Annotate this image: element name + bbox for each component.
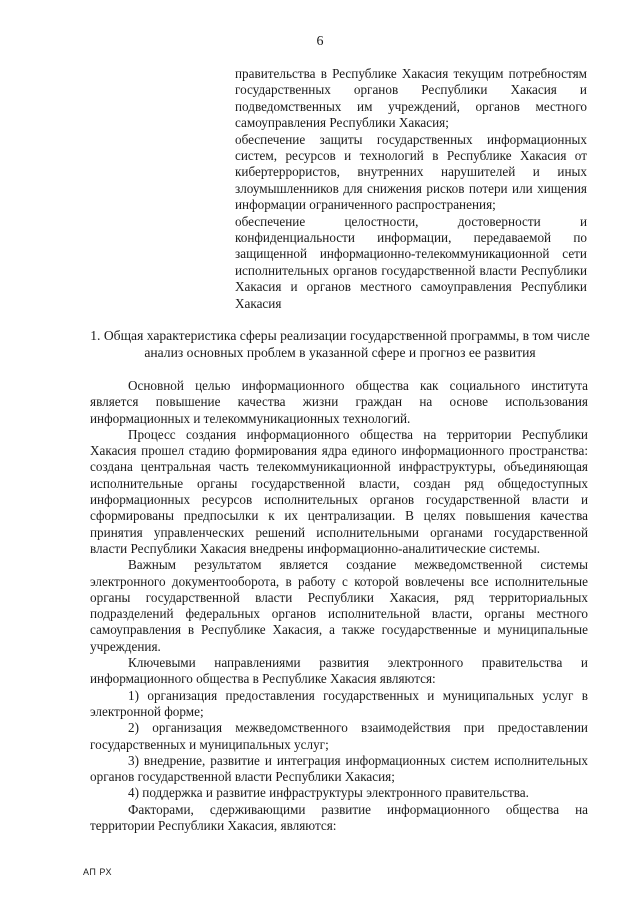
section-heading-text: 1. Общая характеристика сферы реализации государственной программы, в том числе анализ основных проблем в указанной сфере и прогноз ее развития [90,328,590,360]
continuation-list [235,66,587,312]
page-number: 6 [316,34,324,49]
paragraph: Основной целью информационного общества как социального института является повышение качества жизни граждан на основе использования информационных и телекоммуникационных технологий. [90,378,588,426]
paragraph: Факторами, сдерживающими развитие информационного общества на территории Республики Хакасия, являются: [90,801,588,834]
list-item: 4) поддержка и развитие инфраструктуры электронного правительства. [128,785,529,801]
section-heading [90,327,590,361]
list-item: 1) организация предоставления государственных и муниципальных услуг в электронной форме; [90,687,588,719]
body-text [90,378,588,834]
list-item: 2) организация межведомственного взаимодействия при предоставлении государственных и муниципальных услуг; [90,720,588,752]
footer-mark: АП РХ [83,867,112,877]
paragraph: Важным результатом является создание межведомственной системы электронного документооборота, в работу с которой вовлечены все исполнительные органы государственной власти Республики Хакасия, ряд территориальных подразделений федеральных органов исполнительной власти, органы местного самоуправления в Республике Хакасия, а также государственные и муниципальные учреждения. [90,557,588,654]
paragraph: Процесс создания информационного общества на территории Республики Хакасия прошел стадию формирования ядра единого информационного пространства: создана центральная часть телекоммуникационной инфраструктуры, объединяющая исполнительные органы государственной власти, создан ряд общедоступных информационных ресурсов исполнительных органов государственной власти и сформированы предпосылки к их централизации. В целях повышения качества принятия управленческих решений исполнительными органами государственной власти Республики Хакасия внедрены информационно-аналитические системы. [90,426,588,556]
list-item: 3) внедрение, развитие и интеграция информационных систем исполнительных органов государственной власти Республики Хакасия; [90,752,588,785]
continuation-item: правительства в Республике Хакасия текущим потребностям государственных органов Республики Хакасия и подведомственных им учреждений, органов местного самоуправления Республики Хакасия; [235,66,587,131]
continuation-item: обеспечение защиты государственных информационных систем, ресурсов и технологий в Республике Хакасия от кибертеррористов, внутренних нарушителей и иных злоумышленников для снижения рисков потери или хищения информации ограниченного распространения; [235,131,587,213]
continuation-item: обеспечение целостности, достоверности и конфиденциальности информации, передаваемой по защищенной информационно-телекоммуникационной сети исполнительных органов государственной власти Республики Хакасия и органов местного самоуправления Республики Хакасия [235,213,587,311]
paragraph: Ключевыми направлениями развития электронного правительства и информационного общества в Республике Хакасия являются: [90,655,588,687]
